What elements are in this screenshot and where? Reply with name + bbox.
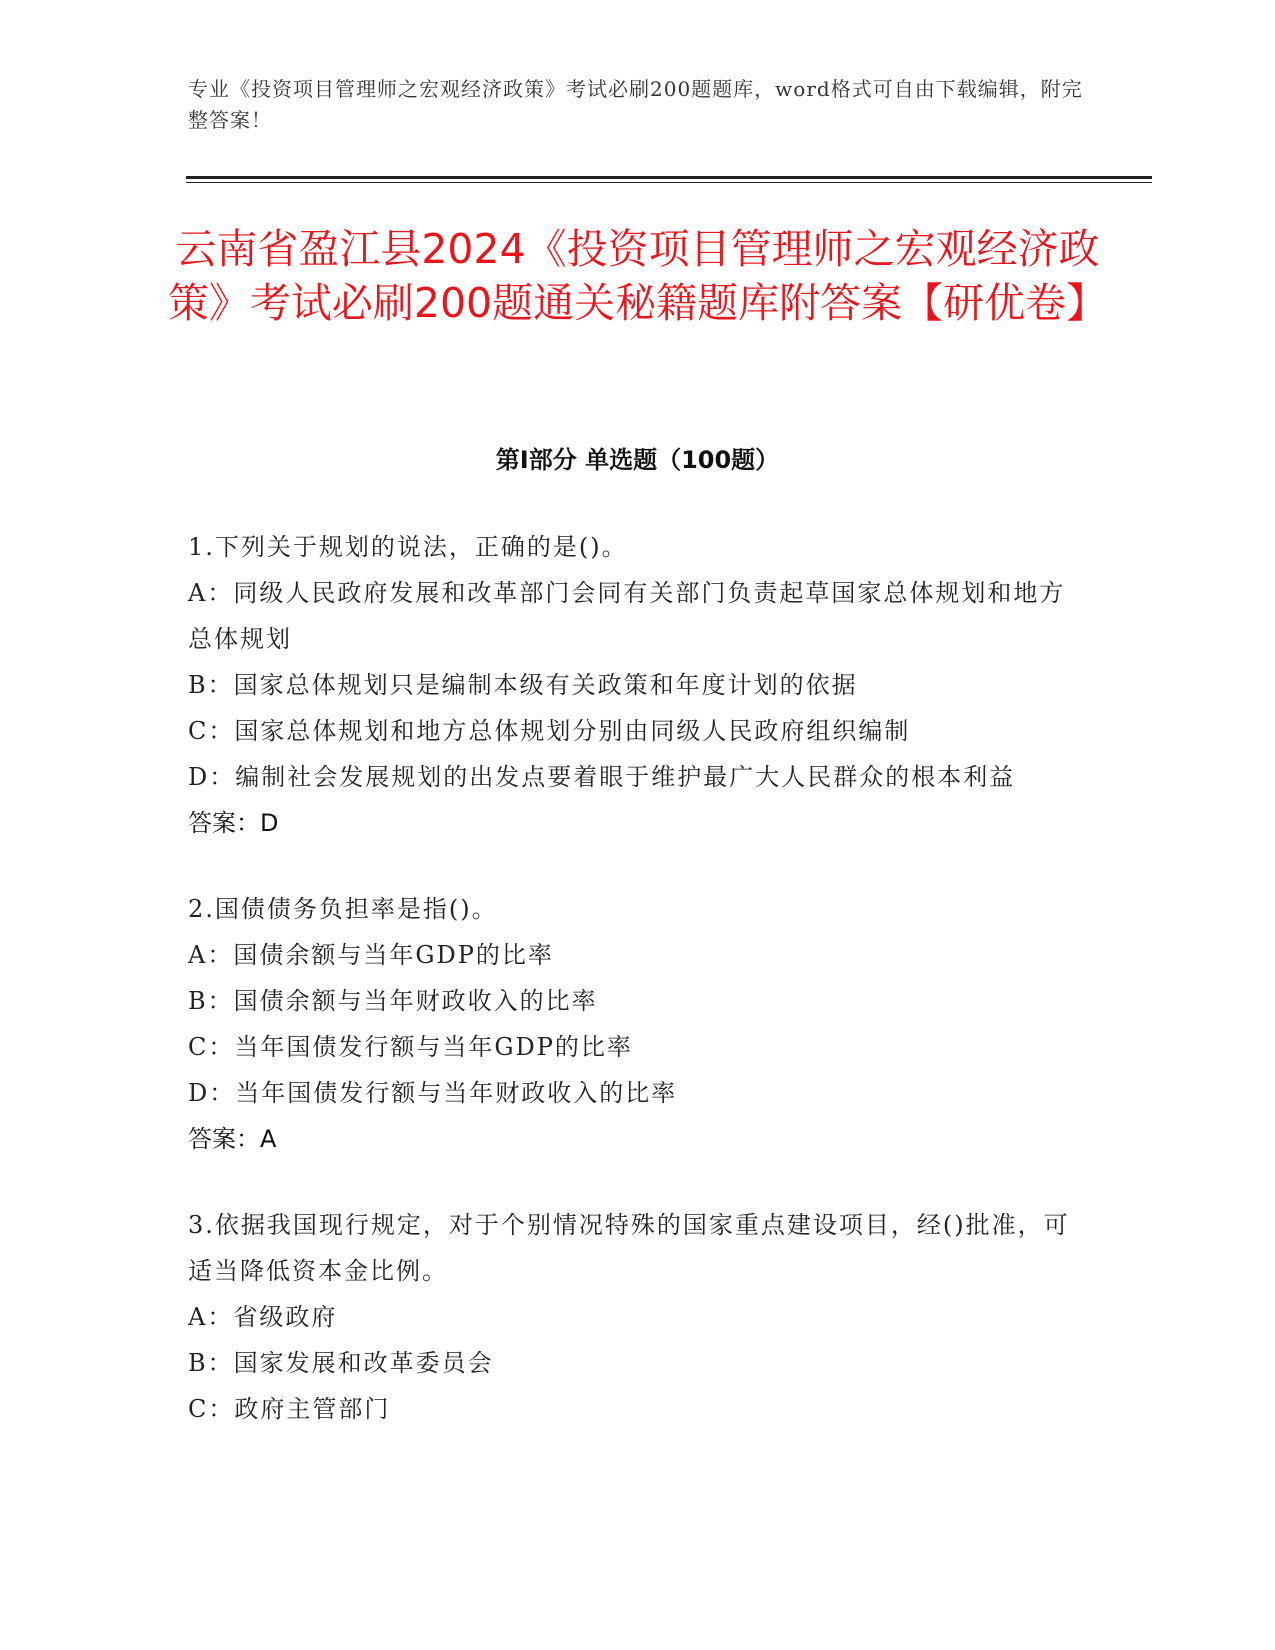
option-c: C：国家总体规划和地方总体规划分别由同级人民政府组织编制	[188, 717, 911, 745]
answer-text: 答案：D	[188, 809, 279, 837]
option-d: D：当年国债发行额与当年财政收入的比率	[188, 1079, 678, 1107]
option-b: B：国家发展和改革委员会	[188, 1349, 494, 1377]
question-3	[188, 1202, 1078, 1432]
header-divider	[186, 176, 1152, 179]
answer-text: 答案：A	[188, 1125, 277, 1153]
option-d: D：编制社会发展规划的出发点要着眼于维护最广大人民群众的根本利益	[188, 763, 1016, 791]
section-heading: 第I部分 单选题（100题）	[495, 446, 780, 474]
question-list	[188, 524, 1078, 1472]
header-divider-thin	[186, 182, 1152, 183]
option-c: C：当年国债发行额与当年GDP的比率	[188, 1033, 633, 1061]
option-c: C：政府主管部门	[188, 1395, 391, 1423]
question-1	[188, 524, 1078, 846]
option-b: B：国债余额与当年财政收入的比率	[188, 987, 598, 1015]
option-b: B：国家总体规划只是编制本级有关政策和年度计划的依据	[188, 671, 858, 699]
question-stem: 1.下列关于规划的说法，正确的是()。	[188, 533, 628, 561]
option-a: A：国债余额与当年GDP的比率	[188, 941, 554, 969]
question-stem: 3.依据我国现行规定，对于个别情况特殊的国家重点建设项目，经()批准，可适当降低资本金比例。	[188, 1211, 1070, 1285]
option-a: A：省级政府	[188, 1303, 338, 1331]
document-title: 云南省盈江县2024《投资项目管理师之宏观经济政策》考试必刷200题通关秘籍题库附答案【研优卷】	[167, 225, 1108, 327]
question-2	[188, 886, 1078, 1162]
header-note: 专业《投资项目管理师之宏观经济政策》考试必刷200题题库，word格式可自由下载编辑，附完整答案！	[188, 77, 1083, 132]
question-stem: 2.国债债务负担率是指()。	[188, 895, 498, 923]
option-a: A：同级人民政府发展和改革部门会同有关部门负责起草国家总体规划和地方总体规划	[188, 579, 1066, 653]
